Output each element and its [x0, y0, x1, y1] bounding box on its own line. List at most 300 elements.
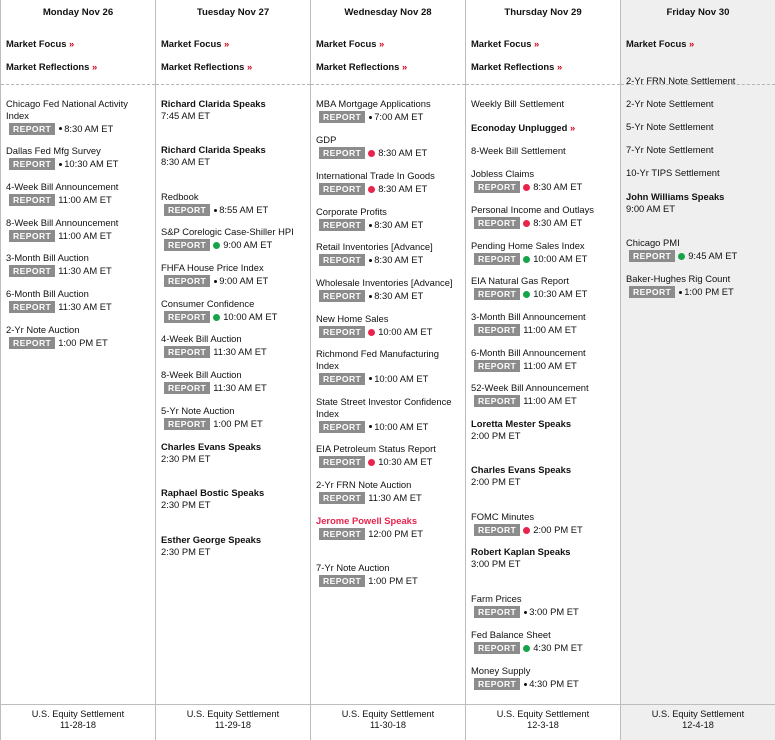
- event-time: 8:30 AM ET: [161, 155, 210, 167]
- event-time: 8:30 AM ET: [374, 254, 424, 266]
- report-button[interactable]: REPORT: [319, 147, 365, 159]
- event-report-line: [626, 250, 772, 263]
- event-time: 8:30 AM ET: [374, 290, 424, 302]
- event-title[interactable]: [161, 441, 307, 453]
- event-time: 1:00 PM ET: [368, 575, 418, 587]
- report-button[interactable]: REPORT: [319, 183, 365, 195]
- report-button[interactable]: REPORT: [9, 194, 55, 206]
- divider: [156, 84, 310, 85]
- event-item: [471, 418, 617, 441]
- settlement-footer: [1, 704, 155, 740]
- chevron-right-icon: »: [569, 122, 576, 133]
- event-report-line: [316, 492, 462, 505]
- bullet-icon: [369, 259, 372, 262]
- report-button[interactable]: REPORT: [9, 337, 55, 349]
- event-time: 2:00 PM ET: [533, 524, 583, 536]
- event-time: 11:30 AM ET: [58, 301, 112, 313]
- event-report-line: [316, 254, 462, 267]
- chevron-right-icon: »: [69, 38, 75, 49]
- event-time: 1:00 PM ET: [684, 286, 734, 298]
- market-reflections-link[interactable]: [161, 61, 252, 72]
- event-item: [626, 121, 772, 133]
- settlement-date: 11-28-18: [59, 720, 97, 730]
- red-importance-dot-icon: [523, 527, 530, 534]
- event-title-text: Chicago Fed National Activity Index: [6, 98, 128, 121]
- event-report-line: [316, 219, 462, 232]
- event-report-line: [6, 265, 152, 278]
- event-title-text: 52-Week Bill Announcement: [471, 382, 589, 393]
- event-title-text: 2-Yr FRN Note Settlement: [626, 75, 736, 86]
- settlement-date: 11-29-18: [214, 720, 252, 730]
- event-item: [6, 324, 152, 350]
- event-time: 7:00 AM ET: [374, 111, 424, 123]
- report-button[interactable]: REPORT: [474, 253, 520, 265]
- event-title-text: 7-Yr Note Auction: [316, 562, 390, 573]
- event-item: [161, 226, 307, 252]
- event-title[interactable]: [471, 464, 617, 476]
- event-title-text: S&P Corelogic Case-Shiller HPI: [161, 226, 294, 237]
- event-title-text: Fed Balance Sheet: [471, 629, 551, 640]
- report-button[interactable]: REPORT: [474, 324, 520, 336]
- event-title-text: Esther George Speaks: [161, 534, 262, 545]
- event-item: [471, 204, 617, 230]
- report-button[interactable]: REPORT: [164, 346, 210, 358]
- event-report-line: [316, 456, 462, 469]
- market-reflections-link[interactable]: [316, 61, 407, 72]
- settlement-label: U.S. Equity Settlement: [186, 709, 280, 719]
- settlement-label: U.S. Equity Settlement: [31, 709, 125, 719]
- event-title-text: 10-Yr TIPS Settlement: [626, 167, 720, 178]
- day-column-wednesday: [311, 0, 466, 740]
- event-title-text: Dallas Fed Mfg Survey: [6, 145, 101, 156]
- chevron-right-icon: »: [91, 61, 98, 72]
- event-item: [316, 562, 462, 588]
- event-time: 11:30 AM ET: [58, 265, 112, 277]
- red-importance-dot-icon: [368, 186, 375, 193]
- event-title[interactable]: [161, 534, 307, 546]
- red-importance-dot-icon: [368, 150, 375, 157]
- event-title-text: Richard Clarida Speaks: [161, 98, 266, 109]
- report-button[interactable]: REPORT: [474, 606, 520, 618]
- market-reflections-link[interactable]: [6, 61, 97, 72]
- event-title: [316, 562, 462, 574]
- event-item: [471, 464, 617, 487]
- event-title: [626, 98, 772, 110]
- market-reflections-link-label: Market Reflections: [471, 61, 555, 72]
- event-report-line: [316, 183, 462, 196]
- market-focus-link-label: Market Focus: [471, 38, 532, 49]
- event-title: [471, 511, 617, 523]
- market-reflections-link[interactable]: [471, 61, 562, 72]
- report-button[interactable]: REPORT: [319, 326, 365, 338]
- event-title: [316, 134, 462, 146]
- event-item: [316, 348, 462, 385]
- market-focus-link-label: Market Focus: [316, 38, 377, 49]
- event-title-text: 8-Week Bill Auction: [161, 369, 242, 380]
- event-title-text: Robert Kaplan Speaks: [471, 546, 571, 557]
- event-item: [6, 217, 152, 243]
- report-button[interactable]: REPORT: [164, 204, 210, 216]
- event-item: [471, 665, 617, 691]
- event-report-line: [6, 158, 152, 171]
- event-title-text: Raphael Bostic Speaks: [161, 487, 265, 498]
- bullet-icon: [524, 611, 527, 614]
- event-item: [316, 479, 462, 505]
- event-item: [316, 134, 462, 160]
- event-item: [626, 75, 772, 87]
- event-time: 4:30 PM ET: [529, 678, 579, 690]
- report-button[interactable]: REPORT: [474, 360, 520, 372]
- event-title: [471, 665, 617, 677]
- report-button[interactable]: REPORT: [474, 678, 520, 690]
- event-report-line: [316, 528, 462, 541]
- report-button[interactable]: REPORT: [319, 373, 365, 385]
- event-title[interactable]: [471, 546, 617, 558]
- divider: [1, 84, 155, 85]
- event-title: [316, 241, 462, 253]
- event-item: [471, 275, 617, 301]
- event-time: 8:30 AM ET: [64, 122, 114, 134]
- report-button[interactable]: REPORT: [164, 239, 210, 251]
- event-title-text: Money Supply: [471, 665, 531, 676]
- event-item: [6, 98, 152, 135]
- chevron-right-icon: »: [246, 61, 253, 72]
- market-reflections-link-label: Market Reflections: [6, 61, 90, 72]
- event-title-text: John Williams Speaks: [626, 191, 725, 202]
- event-item: [316, 313, 462, 339]
- event-title-text: Retail Inventories [Advance]: [316, 241, 433, 252]
- event-title-text: Charles Evans Speaks: [161, 441, 262, 452]
- event-time: 8:55 AM ET: [219, 204, 269, 216]
- market-focus-link-label: Market Focus: [6, 38, 67, 49]
- event-title: [626, 167, 772, 179]
- report-button[interactable]: REPORT: [319, 456, 365, 468]
- event-title: [6, 98, 152, 121]
- event-title-text: Redbook: [161, 191, 199, 202]
- event-report-line: [316, 575, 462, 588]
- event-time: 10:30 AM ET: [378, 456, 433, 468]
- event-title: [6, 145, 152, 157]
- event-item: [6, 145, 152, 171]
- event-title-text: 3-Month Bill Auction: [6, 252, 89, 263]
- event-title: [6, 324, 152, 336]
- event-report-line: [626, 286, 772, 299]
- report-button[interactable]: REPORT: [629, 286, 675, 298]
- divider: [311, 84, 465, 85]
- event-report-line: [471, 360, 617, 373]
- event-title-text: 2-Yr Note Settlement: [626, 98, 714, 109]
- report-button[interactable]: REPORT: [9, 265, 55, 277]
- event-item: [316, 277, 462, 303]
- event-title: [161, 369, 307, 381]
- event-report-line: [6, 337, 152, 350]
- event-item: [161, 487, 307, 510]
- report-button[interactable]: REPORT: [164, 382, 210, 394]
- event-time: 10:00 AM ET: [533, 253, 588, 265]
- event-title[interactable]: [471, 418, 617, 430]
- event-time: 4:30 PM ET: [533, 642, 583, 654]
- event-title[interactable]: [316, 515, 462, 527]
- report-button[interactable]: REPORT: [474, 395, 520, 407]
- green-importance-dot-icon: [523, 256, 530, 263]
- event-item: [316, 170, 462, 196]
- report-button[interactable]: REPORT: [9, 230, 55, 242]
- event-title-text: EIA Petroleum Status Report: [316, 443, 436, 454]
- event-title: [316, 98, 462, 110]
- event-report-line: [6, 230, 152, 243]
- green-importance-dot-icon: [213, 314, 220, 321]
- event-report-line: [6, 122, 152, 135]
- bullet-icon: [214, 209, 217, 212]
- event-report-line: [471, 253, 617, 266]
- event-report-line: [471, 524, 617, 537]
- event-title-text: 3-Month Bill Announcement: [471, 311, 586, 322]
- report-button[interactable]: REPORT: [474, 524, 520, 536]
- event-report-line: [161, 311, 307, 324]
- report-button[interactable]: REPORT: [319, 290, 365, 302]
- event-item: [626, 144, 772, 156]
- market-focus-link-label: Market Focus: [161, 38, 222, 49]
- event-time: 9:45 AM ET: [688, 250, 738, 262]
- settlement-label: U.S. Equity Settlement: [496, 709, 590, 719]
- event-title: [471, 240, 617, 252]
- event-title: [626, 237, 772, 249]
- event-item: [626, 98, 772, 110]
- event-title[interactable]: [471, 122, 617, 134]
- market-reflections-link-label: Market Reflections: [316, 61, 400, 72]
- event-time: 7:45 AM ET: [161, 109, 210, 121]
- event-title: [316, 443, 462, 455]
- event-item: [161, 298, 307, 324]
- event-report-line: [471, 678, 617, 691]
- event-title-text: 8-Week Bill Announcement: [6, 217, 119, 228]
- settlement-label: U.S. Equity Settlement: [341, 709, 435, 719]
- report-button[interactable]: REPORT: [319, 111, 365, 123]
- event-time: 8:30 AM ET: [533, 217, 583, 229]
- day-column-monday: [1, 0, 156, 740]
- event-title-text: 5-Yr Note Auction: [161, 405, 235, 416]
- report-button[interactable]: REPORT: [319, 575, 365, 587]
- event-title-text: Farm Prices: [471, 593, 522, 604]
- event-item: [471, 145, 617, 157]
- event-title: [471, 168, 617, 180]
- report-button[interactable]: REPORT: [319, 254, 365, 266]
- event-report-line: [316, 111, 462, 124]
- event-title-text: 6-Month Bill Announcement: [471, 347, 586, 358]
- event-title-text: 5-Yr Note Settlement: [626, 121, 714, 132]
- event-time: 8:30 AM ET: [378, 147, 428, 159]
- event-time: 11:00 AM ET: [58, 194, 112, 206]
- event-report-line: [471, 395, 617, 408]
- red-importance-dot-icon: [523, 184, 530, 191]
- event-time: 11:00 AM ET: [523, 395, 577, 407]
- event-time: 11:30 AM ET: [368, 492, 422, 504]
- event-report-line: [471, 324, 617, 337]
- event-time: 2:30 PM ET: [161, 545, 211, 557]
- event-title: [626, 144, 772, 156]
- event-title-text: Corporate Profits: [316, 206, 387, 217]
- market-focus-link[interactable]: [6, 38, 74, 49]
- chevron-right-icon: »: [556, 61, 563, 72]
- event-title: [6, 217, 152, 229]
- red-importance-dot-icon: [368, 329, 375, 336]
- event-time: 12:00 PM ET: [368, 528, 423, 540]
- event-title-text: 6-Month Bill Auction: [6, 288, 89, 299]
- day-header: Monday Nov 26: [42, 7, 114, 18]
- day-header: Tuesday Nov 27: [196, 7, 270, 18]
- event-title-text: Chicago PMI: [626, 237, 680, 248]
- event-time: 8:30 AM ET: [378, 183, 428, 195]
- event-item: [316, 443, 462, 469]
- event-title: [316, 348, 462, 371]
- event-item: [161, 191, 307, 217]
- event-title: [316, 396, 462, 419]
- event-title: [471, 145, 617, 157]
- event-time: 9:00 AM ET: [219, 275, 269, 287]
- report-button[interactable]: REPORT: [9, 123, 55, 135]
- event-report-line: [161, 346, 307, 359]
- event-report-line: [161, 239, 307, 252]
- event-report-line: [161, 275, 307, 288]
- report-button[interactable]: REPORT: [474, 642, 520, 654]
- report-button[interactable]: REPORT: [9, 301, 55, 313]
- event-time: 9:00 AM ET: [626, 202, 675, 214]
- settlement-label: U.S. Equity Settlement: [651, 709, 745, 719]
- market-focus-link-label: Market Focus: [626, 38, 687, 49]
- event-report-line: [316, 420, 462, 433]
- event-time: 11:00 AM ET: [523, 360, 577, 372]
- report-button[interactable]: REPORT: [474, 217, 520, 229]
- report-button[interactable]: REPORT: [319, 219, 365, 231]
- day-column-friday: [621, 0, 775, 740]
- report-button[interactable]: REPORT: [474, 288, 520, 300]
- event-item: [161, 441, 307, 464]
- event-report-line: [471, 217, 617, 230]
- market-focus-link[interactable]: [471, 38, 539, 49]
- event-title[interactable]: [161, 144, 307, 156]
- event-title: [316, 313, 462, 325]
- bullet-icon: [214, 280, 217, 283]
- settlement-footer: [156, 704, 310, 740]
- event-title: [471, 311, 617, 323]
- event-title: [161, 262, 307, 274]
- event-time: 3:00 PM ET: [529, 606, 579, 618]
- event-item: [471, 546, 617, 569]
- event-item: [626, 191, 772, 214]
- chevron-right-icon: »: [401, 61, 408, 72]
- bullet-icon: [59, 163, 62, 166]
- report-button[interactable]: REPORT: [164, 311, 210, 323]
- bullet-icon: [369, 116, 372, 119]
- event-time: 2:00 PM ET: [471, 429, 521, 441]
- event-report-line: [161, 382, 307, 395]
- event-title[interactable]: [161, 487, 307, 499]
- report-button[interactable]: REPORT: [474, 181, 520, 193]
- report-button[interactable]: REPORT: [164, 275, 210, 287]
- event-title-text: 8-Week Bill Settlement: [471, 145, 566, 156]
- event-time: 11:00 AM ET: [523, 324, 577, 336]
- event-time: 2:30 PM ET: [161, 452, 211, 464]
- market-focus-link[interactable]: [161, 38, 229, 49]
- event-title: [161, 333, 307, 345]
- event-time: 3:00 PM ET: [471, 557, 521, 569]
- event-time: 10:00 AM ET: [374, 420, 429, 432]
- green-importance-dot-icon: [678, 253, 685, 260]
- event-title-text: Charles Evans Speaks: [471, 464, 572, 475]
- report-button[interactable]: REPORT: [164, 418, 210, 430]
- event-title: [626, 121, 772, 133]
- event-item: [161, 262, 307, 288]
- event-item: [471, 98, 617, 110]
- event-report-line: [471, 606, 617, 619]
- event-title-text: 2-Yr FRN Note Auction: [316, 479, 412, 490]
- event-title: [161, 405, 307, 417]
- report-button[interactable]: REPORT: [319, 492, 365, 504]
- event-title-text: 4-Week Bill Announcement: [6, 181, 119, 192]
- event-item: [316, 515, 462, 541]
- event-item: [316, 98, 462, 124]
- event-item: [316, 241, 462, 267]
- event-title[interactable]: [161, 98, 307, 110]
- day-header: Friday Nov 30: [666, 7, 730, 18]
- event-item: [161, 98, 307, 121]
- event-title-text: Pending Home Sales Index: [471, 240, 585, 251]
- event-item: [471, 593, 617, 619]
- report-button[interactable]: REPORT: [9, 158, 55, 170]
- event-item: [161, 534, 307, 557]
- event-item: [626, 273, 772, 299]
- event-item: [161, 369, 307, 395]
- report-button[interactable]: REPORT: [629, 250, 675, 262]
- event-report-line: [316, 290, 462, 303]
- bullet-icon: [369, 295, 372, 298]
- event-item: [316, 206, 462, 232]
- event-report-line: [316, 147, 462, 160]
- event-title[interactable]: [626, 191, 772, 203]
- event-title-text: State Street Investor Confidence Index: [316, 396, 452, 419]
- event-title: [316, 479, 462, 491]
- event-title: [471, 382, 617, 394]
- report-button[interactable]: REPORT: [319, 421, 365, 433]
- settlement-date: 11-30-18: [369, 720, 407, 730]
- settlement-footer: [466, 704, 620, 740]
- event-title-text: MBA Mortgage Applications: [316, 98, 431, 109]
- event-title: [626, 273, 772, 285]
- event-item: [471, 168, 617, 194]
- event-item: [6, 181, 152, 207]
- bullet-icon: [369, 224, 372, 227]
- event-item: [471, 382, 617, 408]
- event-title-text: New Home Sales: [316, 313, 389, 324]
- event-title-text: Jobless Claims: [471, 168, 535, 179]
- day-column-thursday: [466, 0, 621, 740]
- settlement-date: 12-3-18: [527, 720, 559, 730]
- bullet-icon: [524, 683, 527, 686]
- market-focus-link[interactable]: [626, 38, 694, 49]
- event-item: [316, 396, 462, 433]
- chevron-right-icon: »: [379, 38, 385, 49]
- event-item: [471, 240, 617, 266]
- divider: [466, 84, 620, 85]
- report-button[interactable]: REPORT: [319, 528, 365, 540]
- event-report-line: [6, 301, 152, 314]
- event-title-text: 7-Yr Note Settlement: [626, 144, 714, 155]
- event-title: [161, 226, 307, 238]
- event-title-text: Richard Clarida Speaks: [161, 144, 266, 155]
- event-title-text: EIA Natural Gas Report: [471, 275, 569, 286]
- market-focus-link[interactable]: [316, 38, 384, 49]
- event-title: [471, 275, 617, 287]
